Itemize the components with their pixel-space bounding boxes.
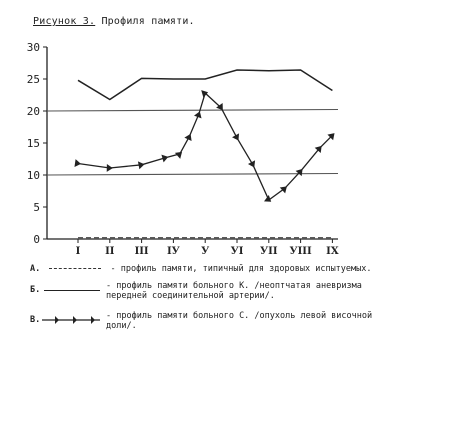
data-point xyxy=(74,159,81,168)
legend-text-a: - профиль памяти, типичный для здоровых испытуемых. xyxy=(110,264,372,274)
x-tick-label: III xyxy=(134,246,149,257)
reference-line-20 xyxy=(47,110,338,112)
data-point xyxy=(232,133,242,142)
legend-text-b: - профиль памяти больного К. /неоптчатая аневризма передней соединительной артерии/. xyxy=(106,281,362,301)
x-tick-label: II xyxy=(105,246,115,257)
reference-line-10 xyxy=(47,174,338,176)
data-point xyxy=(248,160,258,169)
x-tick-label: УIII xyxy=(289,246,312,257)
legend-key-c: В. xyxy=(30,315,41,325)
figure-caption: Профиля памяти. xyxy=(101,16,195,27)
figure-label: Рисунок 3. xyxy=(33,16,96,27)
series-line xyxy=(78,93,332,200)
legend-sample-c xyxy=(40,313,102,327)
data-point xyxy=(138,160,145,169)
x-tick-label: УII xyxy=(260,246,278,257)
legend-key-b: Б. xyxy=(30,285,41,295)
legend-key-a: А. xyxy=(30,264,41,274)
x-tick-label: IX xyxy=(326,246,339,257)
legend-sample-a xyxy=(49,268,101,269)
legend-text-c: - профиль памяти больного С. /опухоль левой височной доли/. xyxy=(106,311,373,331)
data-point xyxy=(184,132,194,141)
x-tick-label: УI xyxy=(230,246,244,257)
legend-sample-b xyxy=(44,290,100,291)
data-point xyxy=(264,195,274,205)
data-point xyxy=(175,149,185,159)
y-tick-label: 10 xyxy=(26,169,40,182)
x-tick-label: I xyxy=(75,246,81,257)
y-tick-label: 30 xyxy=(26,41,40,54)
data-point xyxy=(107,164,113,172)
x-tick-label: IУ xyxy=(167,246,180,257)
x-tick-label: У xyxy=(201,246,210,257)
y-tick-label: 5 xyxy=(33,201,40,214)
legend-item-a xyxy=(30,264,430,274)
series-В xyxy=(74,88,337,205)
y-tick-label: 20 xyxy=(26,105,40,118)
y-tick-label: 15 xyxy=(26,137,40,150)
y-tick-label: 25 xyxy=(26,73,40,86)
data-point xyxy=(161,153,169,162)
y-tick-label: 0 xyxy=(33,233,40,246)
data-point xyxy=(194,110,204,118)
